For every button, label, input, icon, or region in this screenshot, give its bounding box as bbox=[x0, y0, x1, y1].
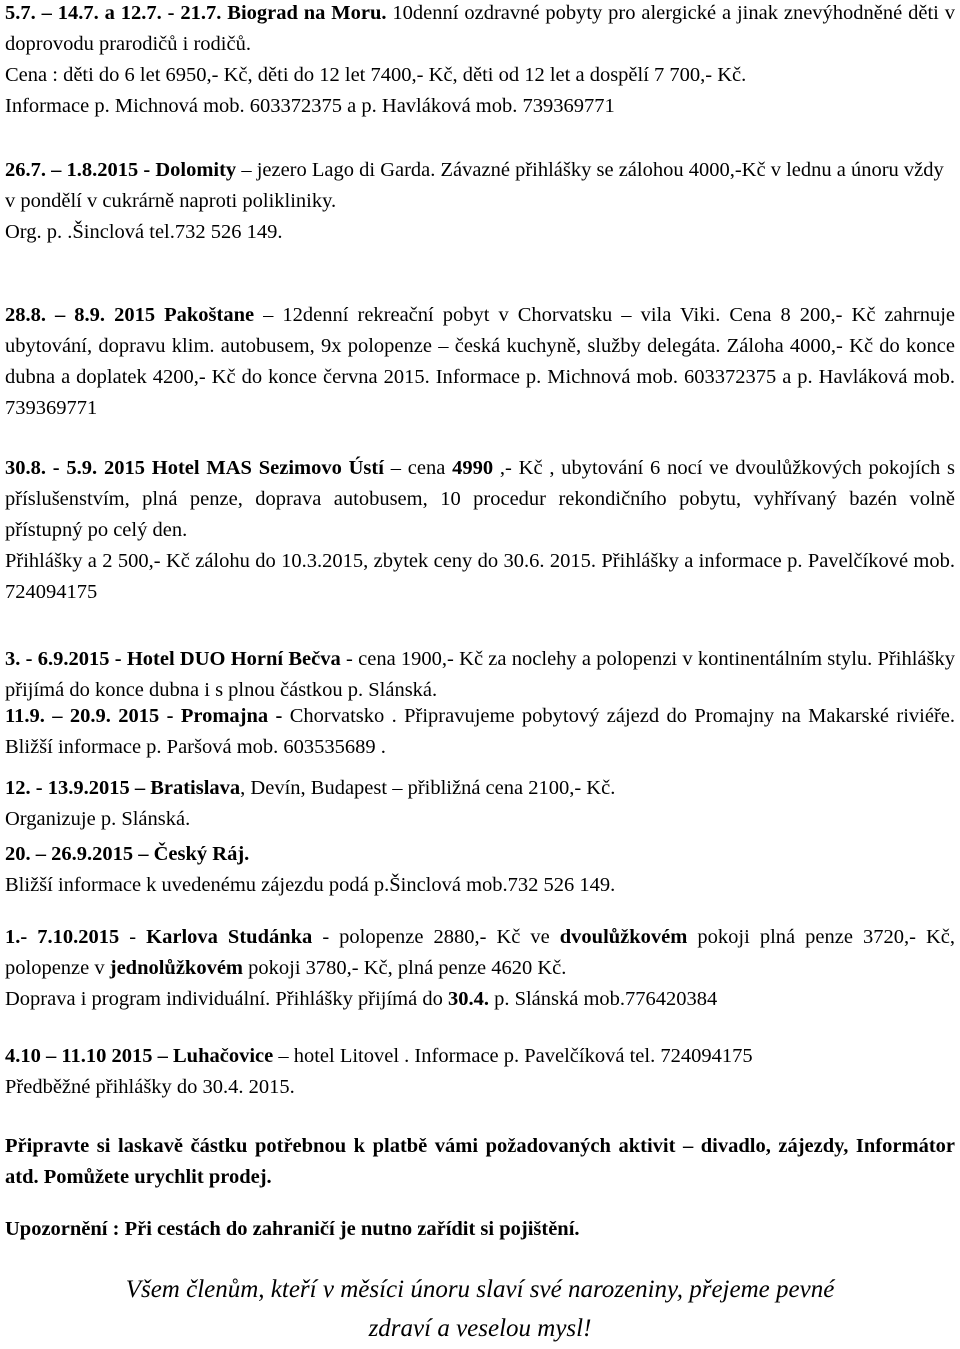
event-biograd-price: Cena : děti do 6 let 6950,- Kč, děti do 12 let 7400,- Kč, děti od 12 let a dospělí 7 700,- Kč. bbox=[5, 64, 747, 86]
event-studanka bbox=[5, 922, 955, 1015]
event-bratislava-organizer: Organizuje p. Slánská. bbox=[5, 808, 191, 830]
event-pakostane-text: – 12denní rekreační pobyt v Chorvatsku – vila Viki. Cena 8 200,- Kč zahrnuje ubytování, dopravu klim. autobusem, 9x polopenze – česká kuchyně, služby delegáta. Záloha 4000,- Kč do konce dubna a doplatek 4200,- Kč do konce června 2015. Informace p. Michnová mob. 603372375 a p. Havláková mob. 739369771 bbox=[5, 304, 956, 419]
event-dolomity-date: 26.7. – 1.8.2015 bbox=[5, 159, 139, 181]
event-studanka-t1: - polopenze 2880,- Kč ve bbox=[312, 926, 560, 948]
event-sezimovo-date: 30.8. - 5.9. 2015 bbox=[5, 457, 145, 479]
event-sezimovo bbox=[5, 453, 955, 608]
event-luhacovice-deadline: Předběžné přihlášky do 30.4. 2015. bbox=[5, 1076, 295, 1098]
event-studanka-date: 1.- 7.10.2015 bbox=[5, 926, 120, 948]
event-cesky-raj-contact: Bližší informace k uvedenému zájezdu podá p.Šinclová mob.732 526 149. bbox=[5, 874, 616, 896]
event-biograd-place: Biograd na Moru. bbox=[227, 2, 387, 24]
event-becva-desc bbox=[5, 644, 955, 706]
event-biograd-contact: Informace p. Michnová mob. 603372375 a p. Havláková mob. 739369771 bbox=[5, 95, 615, 117]
event-bratislava-date: 12. - 13.9.2015 bbox=[5, 777, 130, 799]
event-becva-date: 3. - 6.9.2015 - Hotel DUO Horní Bečva bbox=[5, 648, 341, 670]
event-biograd-date: 5.7. – 14.7. a 12.7. - 21.7. bbox=[5, 2, 222, 24]
event-bratislava-desc bbox=[5, 773, 955, 804]
event-pakostane-desc bbox=[5, 300, 955, 424]
event-sezimovo-text1: – cena bbox=[383, 457, 453, 479]
event-bratislava-place: – Bratislava bbox=[129, 777, 241, 799]
birthday-greeting bbox=[5, 1270, 955, 1348]
event-dolomity-contact: Org. p. .Šinclová tel.732 526 149. bbox=[5, 221, 283, 243]
event-pakostane bbox=[5, 300, 955, 424]
event-cesky-raj bbox=[5, 839, 955, 901]
event-studanka-t3: pokoji 3780,- Kč, plná penze 4620 Kč. bbox=[243, 957, 567, 979]
event-studanka-line2a: Doprava i program individuální. Přihlášky přijímá do bbox=[5, 988, 448, 1010]
insurance-warning bbox=[5, 1214, 955, 1245]
event-sezimovo-contact: Přihlášky a 2 500,- Kč zálohu do 10.3.2015, zbytek ceny do 30.6. 2015. Přihlášky a informace p. Pavelčíkové mob. 724094175 bbox=[5, 550, 955, 603]
event-becva bbox=[5, 644, 955, 706]
event-studanka-line2c: p. Slánská mob.776420384 bbox=[488, 988, 718, 1010]
event-promajna-text: Chorvatsko . Připravujeme pobytový zájezd do Promajny na Makarské riviéře. Bližší informace p. Paršová mob. 603535689 . bbox=[5, 705, 955, 758]
event-promajna-desc bbox=[5, 701, 955, 763]
event-dolomity-desc bbox=[5, 155, 955, 217]
event-cesky-raj-date: 20. – 26.9.2015 – Český Ráj. bbox=[5, 843, 250, 865]
event-studanka-contact bbox=[5, 984, 955, 1015]
event-studanka-t2: pokoji plná penze 3720,- Kč, polopenze v bbox=[5, 926, 956, 979]
event-luhacovice bbox=[5, 1041, 955, 1103]
event-becva-text: - cena 1900,- Kč za noclehy a polopenzi v kontinentálním stylu. Přihlášky přijímá do konce dubna i s plnou částkou p. Slánská. bbox=[5, 648, 955, 701]
payment-notice bbox=[5, 1131, 955, 1193]
event-sezimovo-desc bbox=[5, 453, 955, 546]
event-luhacovice-desc bbox=[5, 1041, 955, 1072]
event-biograd-desc bbox=[5, 0, 955, 60]
event-sezimovo-price: 4990 bbox=[452, 457, 494, 479]
event-studanka-place: Karlova Studánka bbox=[146, 926, 313, 948]
event-sezimovo-place: Hotel MAS Sezimovo Ústí bbox=[144, 457, 384, 479]
event-biograd-text: 10denní ozdravné pobyty pro alergické a jinak znevýhodněné děti v doprovodu prarodičů i rodičů. bbox=[5, 2, 956, 55]
event-pakostane-date: 28.8. – 8.9. 2015 bbox=[5, 304, 156, 326]
event-studanka-desc bbox=[5, 922, 955, 984]
event-studanka-deadline: 30.4. bbox=[447, 988, 489, 1010]
payment-notice-text: Připravte si laskavě částku potřebnou k platbě vámi požadovaných aktivit – divadlo, zájezdy, Informátor atd. Pomůžete urychlit prodej. bbox=[5, 1135, 955, 1188]
event-luhacovice-date: 4.10 – 11.10 2015 – Luhačovice bbox=[5, 1045, 274, 1067]
event-pakostane-place: Pakoštane bbox=[155, 304, 255, 326]
event-studanka-double: dvoulůžkovém bbox=[559, 926, 688, 948]
event-luhacovice-text: – hotel Litovel . Informace p. Pavelčíková tel. 724094175 bbox=[273, 1045, 753, 1067]
event-promajna bbox=[5, 701, 955, 763]
event-cesky-raj-title bbox=[5, 839, 955, 870]
event-biograd bbox=[5, 0, 955, 122]
event-dolomity-place: - Dolomity bbox=[138, 159, 237, 181]
event-bratislava-text: , Devín, Budapest – přibližná cena 2100,- Kč. bbox=[240, 777, 616, 799]
event-bratislava bbox=[5, 773, 955, 835]
birthday-greeting-line1: Všem členům, kteří v měsíci únoru slaví své narozeniny, přejeme pevné bbox=[125, 1276, 835, 1303]
event-sezimovo-text2: ,- Kč , ubytování 6 nocí ve dvoulůžkových pokojích s příslušenstvím, plná penze, doprava autobusem, 10 procedur rekondičního pobytu, vyhřívaný bazén volně přístupný po celý den. bbox=[5, 457, 956, 541]
event-dolomity bbox=[5, 155, 955, 248]
event-dolomity-text: – jezero Lago di Garda. Závazné přihlášky se zálohou 4000,-Kč v lednu a únoru vždy v pondělí v cukrárně naproti polikliniky. bbox=[5, 159, 944, 212]
event-promajna-date: 11.9. – 20.9. 2015 - Promajna - bbox=[5, 705, 283, 727]
event-studanka-sep: - bbox=[119, 926, 147, 948]
birthday-greeting-line2: zdraví a veselou mysl! bbox=[368, 1315, 592, 1342]
event-studanka-single: jednolůžkovém bbox=[109, 957, 243, 979]
insurance-warning-text: Upozornění : Při cestách do zahraničí je nutno zařídit si pojištění. bbox=[5, 1218, 580, 1240]
